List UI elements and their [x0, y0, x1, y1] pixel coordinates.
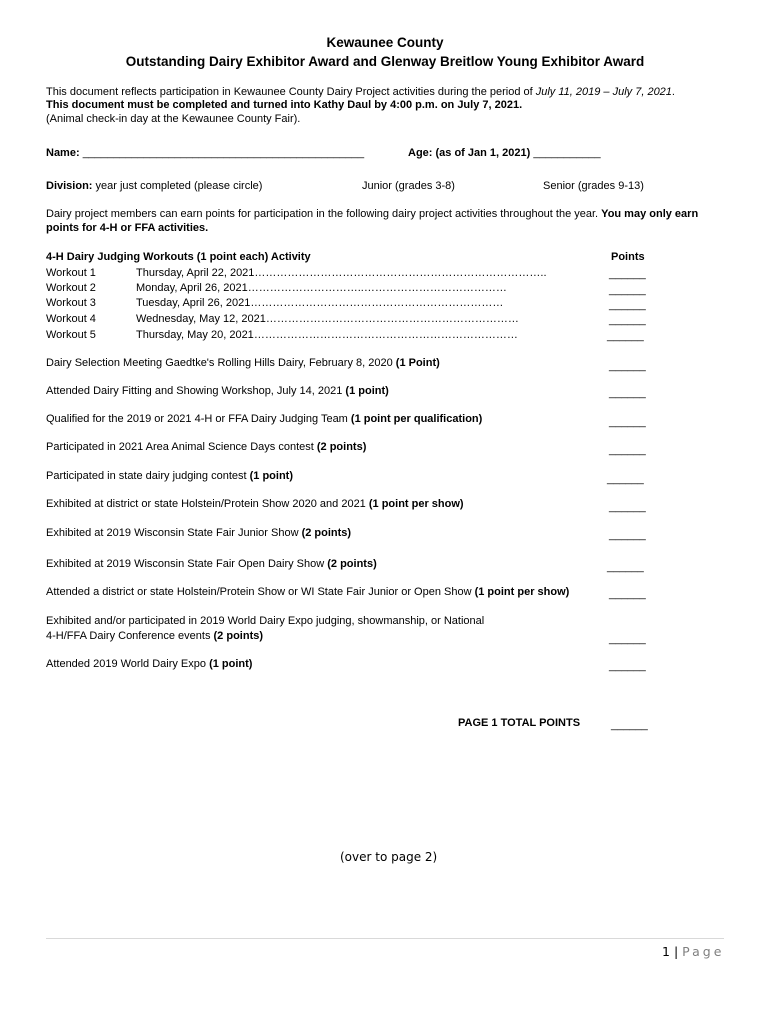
activity-points: (1 point): [209, 658, 253, 670]
workout-date-line: [136, 313, 519, 325]
activity-points-blank[interactable]: ______: [609, 387, 646, 399]
activity-row: [46, 527, 351, 539]
activity-row: [46, 385, 389, 397]
activity-points-blank[interactable]: ______: [609, 501, 646, 513]
activity-points: (1 Point): [395, 357, 440, 369]
workout-points-blank[interactable]: ______: [609, 268, 646, 280]
intro-note: (Animal check-in day at the Kewaunee County Fair).: [46, 113, 301, 125]
age-label: Age: (as of Jan 1, 2021): [408, 147, 531, 159]
workout-date: Monday, April 26, 2021: [136, 282, 248, 294]
activity-points: (1 point): [249, 470, 294, 482]
workouts-heading: 4-H Dairy Judging Workouts (1 point each) Activity: [46, 251, 311, 263]
leader-dots: ……………………………………………………………: [265, 313, 519, 325]
workout-label: Workout 4: [46, 313, 96, 325]
workout-date: Thursday, April 22, 2021: [136, 267, 255, 279]
activity-points-blank[interactable]: ______: [609, 360, 646, 372]
activity-text: Exhibited at district or state Holstein/Protein Show 2020 and 2021: [46, 498, 369, 510]
page-number-value: 1: [662, 944, 670, 959]
activity-text: Exhibited at 2019 Wisconsin State Fair Junior Show: [46, 527, 302, 539]
activity-points: (2 points): [301, 527, 352, 539]
intro-deadline: This document must be completed and turned into Kathy Daul by 4:00 p.m. on July 7, 2021.: [46, 99, 523, 111]
eligibility-line-1: [46, 208, 698, 220]
workout-points-blank[interactable]: ______: [609, 299, 646, 311]
activity-row: [46, 586, 569, 598]
workout-points-blank[interactable]: ______: [609, 284, 646, 296]
expo-line-1: Exhibited and/or participated in 2019 World Dairy Expo judging, showmanship, or National: [46, 615, 485, 627]
total-points-blank[interactable]: ______: [611, 719, 648, 731]
workout-points-blank[interactable]: ______: [609, 314, 646, 326]
page-separator: |: [673, 944, 679, 959]
activity-row: [46, 498, 464, 510]
activity-text: Exhibited at 2019 Wisconsin State Fair Open Dairy Show: [46, 558, 328, 570]
division-instruction: year just completed (please circle): [95, 180, 263, 192]
document-subtitle: Outstanding Dairy Exhibitor Award and Glenway Breitlow Young Exhibitor Award: [125, 54, 645, 69]
activity-row: [46, 658, 252, 670]
eligibility-emphasis: You may only earn: [601, 208, 699, 220]
eligibility-text: Dairy project members can earn points for participation in the following dairy project activities throughout the year.: [46, 208, 602, 220]
footer-divider: [46, 938, 724, 939]
activity-text: Dairy Selection Meeting Gaedtke's Rolling Hills Dairy, February 8, 2020: [46, 357, 396, 369]
activity-text: Attended 2019 World Dairy Expo: [46, 658, 210, 670]
intro-line-1: [46, 86, 675, 98]
activity-points: (1 point): [345, 385, 389, 397]
eligibility-line-2: points for 4-H or FFA activities.: [46, 222, 209, 234]
activity-points: (2 points): [327, 558, 377, 570]
leader-dots: ……………………………………………………………………..: [254, 267, 547, 279]
total-points-label: PAGE 1 TOTAL POINTS: [458, 717, 581, 729]
workout-date: Wednesday, May 12, 2021: [136, 313, 266, 325]
workout-label: Workout 3: [46, 297, 96, 309]
activity-row: [46, 558, 377, 570]
division-option-senior[interactable]: Senior (grades 9-13): [543, 180, 644, 192]
points-column-header: Points: [611, 251, 645, 263]
activity-row: [46, 413, 482, 425]
activity-points: (2 points): [316, 441, 367, 453]
name-label: Name:: [46, 147, 80, 159]
activity-points-blank[interactable]: ______: [609, 416, 646, 428]
workout-date-line: [136, 282, 507, 294]
expo-line-2: [46, 630, 263, 642]
page-number: [662, 944, 724, 959]
leader-dots: …………………………..…………………………………: [247, 282, 507, 294]
activity-text: Attended Dairy Fitting and Showing Workshop, July 14, 2021: [46, 385, 346, 397]
activity-points-blank[interactable]: ______: [609, 529, 646, 541]
age-field-row: [408, 147, 601, 159]
workout-label: Workout 2: [46, 282, 96, 294]
activity-text: Participated in state dairy judging contest: [46, 470, 250, 482]
activity-points-blank[interactable]: ______: [609, 444, 646, 456]
activity-text: Participated in 2021 Area Animal Science Days contest: [46, 441, 317, 453]
page-word: Page: [682, 944, 725, 959]
activity-text: Attended a district or state Holstein/Protein Show or WI State Fair Junior or Open Show: [46, 586, 475, 598]
activity-points-blank[interactable]: ______: [609, 633, 646, 645]
over-to-page-note: (over to page 2): [340, 850, 438, 864]
activity-points: (2 points): [213, 630, 264, 642]
leader-dots: ………………………………………………………………: [253, 329, 518, 341]
workout-date: Tuesday, April 26, 2021: [136, 297, 251, 309]
division-label: Division:: [46, 180, 93, 192]
workout-label: Workout 5: [46, 329, 96, 341]
workout-date-line: [136, 297, 503, 309]
workout-date-line: [136, 267, 547, 279]
activity-row: [46, 357, 440, 369]
activity-row: [46, 470, 293, 482]
activity-points: (1 point per show): [474, 586, 570, 598]
intro-suffix: .: [671, 86, 675, 98]
age-field[interactable]: ___________: [533, 147, 601, 159]
activity-text: Qualified for the 2019 or 2021 4-H or FFA Dairy Judging Team: [46, 413, 351, 425]
division-option-junior[interactable]: Junior (grades 3-8): [362, 180, 455, 192]
intro-period: July 11, 2019 – July 7, 2021: [535, 86, 672, 98]
activity-points: (1 point per show): [368, 498, 464, 510]
document-title: Kewaunee County: [326, 35, 444, 50]
workout-date: Thursday, May 20, 2021: [136, 329, 254, 341]
activity-points-blank[interactable]: ______: [609, 588, 646, 600]
leader-dots: ……………………………………………………………: [250, 297, 504, 309]
activity-text: 4-H/FFA Dairy Conference events: [46, 630, 214, 642]
name-field[interactable]: ______________________________________________: [82, 147, 365, 159]
activity-row: [46, 441, 366, 453]
activity-points-blank[interactable]: ______: [607, 473, 644, 485]
workout-date-line: [136, 329, 518, 341]
workout-points-blank[interactable]: ______: [607, 330, 644, 342]
activity-points: (1 point per qualification): [350, 413, 483, 425]
intro-text: This document reflects participation in Kewaunee County Dairy Project activities during the period of: [46, 86, 536, 98]
division-row: [46, 180, 262, 192]
activity-points-blank[interactable]: ______: [609, 660, 646, 672]
workout-label: Workout 1: [46, 267, 96, 279]
activity-points-blank[interactable]: ______: [607, 561, 644, 573]
name-field-row: [46, 147, 364, 159]
